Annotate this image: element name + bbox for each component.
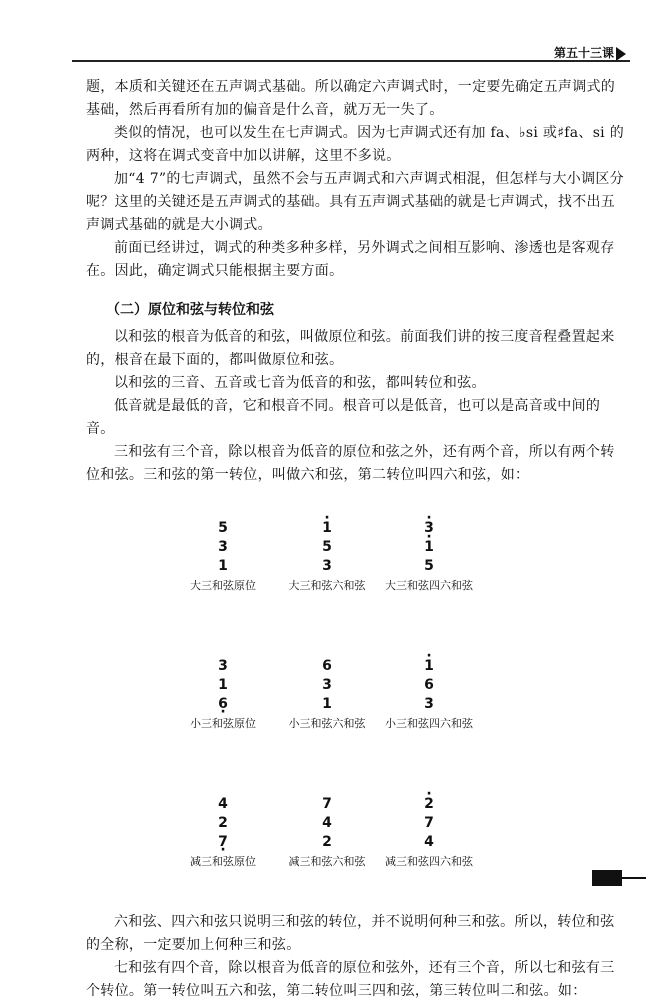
chord-example [384,519,474,594]
paragraph: 三和弦有三个音，除以根音为低音的原位和弦之外，还有两个音，所以有两个转位和弦。三和弦的第一转位，叫做六和弦，第二转位叫四六和弦，如： [86,444,615,483]
note: 3 [322,677,332,693]
chord-group-minor [86,657,628,759]
chord-label: 减三和弦六和弦 [288,855,366,868]
note: 6 [322,658,332,674]
note: · 3 [384,519,474,538]
note: 1 [218,558,228,574]
note: 5 [424,558,434,574]
note: · 1 [384,538,474,557]
note: · 2 [384,795,474,814]
note: 3 [322,558,332,574]
chord-example [282,657,372,732]
paragraph: 七和弦有四个音，除以根音为低音的原位和弦外，还有三个音，所以七和弦有三个转位。第一转位叫五六和弦，第二转位叫三四和弦，第三转位叫二和弦。如： [86,960,615,999]
note: 7 · [178,833,268,852]
chord-example [178,519,268,594]
chord-label: 减三和弦四六和弦 [385,855,473,868]
note: 6 · [178,695,268,714]
header-rule [72,60,630,62]
chord-group-diminished [86,795,628,897]
note: 4 [424,834,434,850]
note: 3 [218,539,228,555]
chord-label: 小三和弦原位 [190,717,256,730]
note: 3 [218,658,228,674]
chord-example [282,795,372,870]
chord-example [384,795,474,870]
page-tab-marker [592,870,622,886]
page-body [86,76,628,1003]
note: 1 [218,677,228,693]
note: 7 [424,815,434,831]
note: 3 [424,696,434,712]
chord-label: 大三和弦四六和弦 [385,579,473,592]
note: 1 [322,696,332,712]
note: 2 [218,815,228,831]
paragraph: 以和弦的根音为低音的和弦，叫做原位和弦。前面我们讲的按三度音程叠置起来的，根音在最下面的，都叫做原位和弦。 [86,329,615,368]
paragraph: 六和弦、四六和弦只说明三和弦的转位，并不说明何种三和弦。所以，转位和弦的全称，一定要加上何种三和弦。 [86,914,615,953]
paragraph: 加“4 7”的七声调式，虽然不会与五声调式和六声调式相混，但怎样与大小调区分呢？这里的关键还是五声调式的基础。具有五声调式基础的就是七声调式，找不出五声调式基础的就是大小调式。 [86,171,624,233]
note: · 1 [282,519,372,538]
chord-label: 大三和弦六和弦 [288,579,366,592]
chord-label: 减三和弦原位 [190,855,256,868]
chord-label: 大三和弦原位 [190,579,256,592]
section-title: （二）原位和弦与转位和弦 [106,302,274,318]
page-tab-line [620,877,646,879]
chord-group-major [86,519,628,621]
paragraph: 低音就是最低的音，它和根音不同。根音可以是低音，也可以是高音或中间的音。 [86,398,601,437]
note: · 1 [384,657,474,676]
note: 6 [424,677,434,693]
note: 5 [322,539,332,555]
paragraph: 前面已经讲过，调式的种类多种多样，另外调式之间相互影响、渗透也是客观存在。因此，确定调式只能根据主要方面。 [86,240,615,279]
chord-example [282,519,372,594]
paragraph: 以和弦的三音、五音或七音为低音的和弦，都叫转位和弦。 [114,375,486,391]
chord-example [384,657,474,732]
note: 2 [322,834,332,850]
note: 5 [218,520,228,536]
chord-example [178,795,268,870]
running-header [554,44,626,61]
chord-example [178,657,268,732]
paragraph: 类似的情况，也可以发生在七声调式。因为七声调式还有加 fa、♭si 或♯fa、si 的两种，这将在调式变音中加以讲解，这里不多说。 [86,125,625,164]
note: 4 [218,796,228,812]
chord-label: 小三和弦四六和弦 [385,717,473,730]
play-arrow-icon [616,47,626,61]
lesson-title: 第五十三课 [553,46,614,60]
note: 7 [322,796,332,812]
paragraph: 题，本质和关键还在五声调式基础。所以确定六声调式时，一定要先确定五声调式的基础，然后再看所有加的偏音是什么音，就万无一失了。 [86,79,616,118]
note: 4 [322,815,332,831]
chord-label: 小三和弦六和弦 [288,717,366,730]
